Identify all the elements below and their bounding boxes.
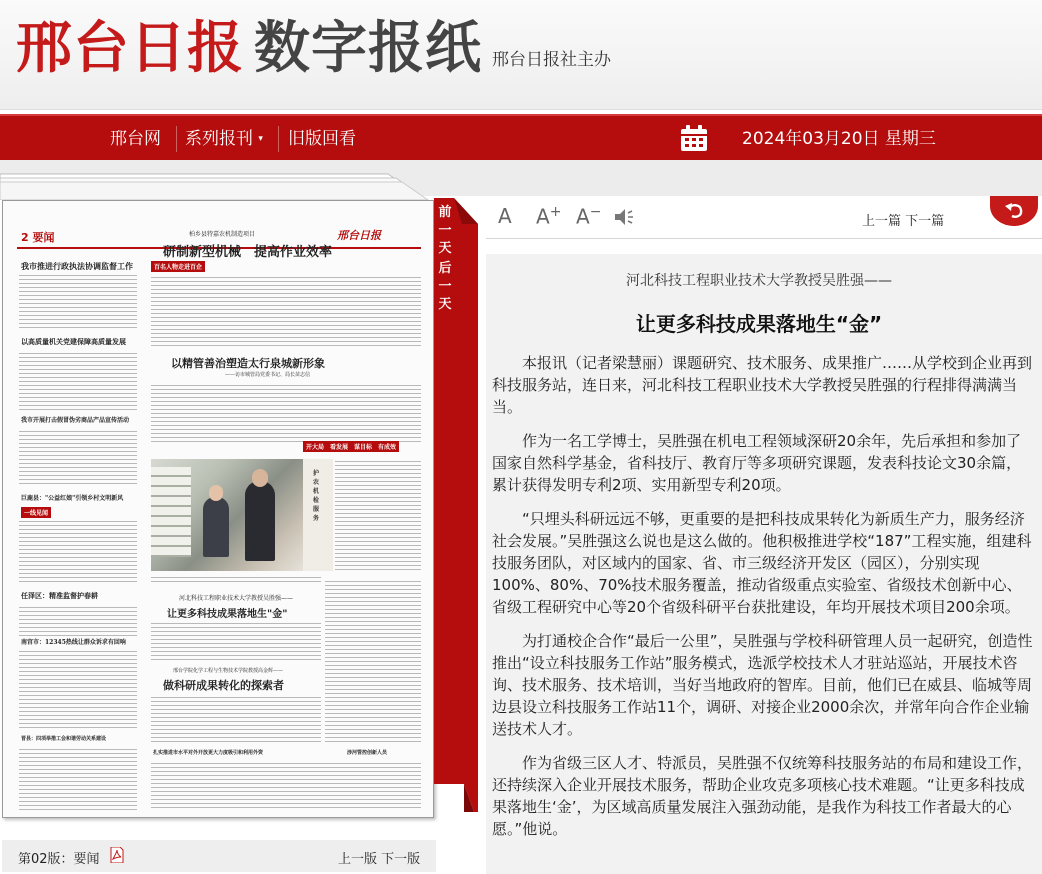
- article-pretitle: 河北科技工程职业技术大学教授吴胜强——: [626, 273, 892, 289]
- paper-headline[interactable]: 巨鹿县："公益红娘"引领乡村文明新风: [21, 495, 124, 502]
- paper-kicker: 河北科技工程职业技术大学教授吴胜强——: [179, 595, 294, 602]
- paper-text-block: [19, 351, 137, 411]
- next-day-button[interactable]: 后一天: [438, 261, 452, 312]
- paper-text-block: [325, 579, 421, 743]
- paper-headline-feature[interactable]: 让更多科技成果落地生"金": [167, 609, 288, 620]
- article-panel: [486, 254, 1042, 874]
- page-version-label: 第02版：要闻: [18, 852, 100, 867]
- article-paragraph: 为打通校企合作“最后一公里”，吴胜强与学校科研管理人员一起研究，创造性推出“设立科技服务工作站”服务模式，选派学校技术人才驻站巡站，开展技术咨询、技术服务、技术培训，当好当地政府的智库。目前，他们已在威县、临城等周边县设立科技服务工作站11个，调研、对接企业2000余次，并常年向合作企业输送技术人才。: [492, 632, 1033, 738]
- paper-headline[interactable]: 晋县：四项举措工会和谐劳动关系建设: [21, 736, 107, 742]
- newspaper-page-area: [0, 196, 436, 822]
- font-normal-label: A: [498, 204, 512, 228]
- paper-headline[interactable]: 以高质量机关党建保障高质量发展: [21, 337, 126, 346]
- article-paragraph: “只埋头科研远远不够，更重要的是把科技成果转化为新质生产力，服务经济社会发展。”吴胜强这么说也是这么做的。他积极推进学校“187”工程实施，组建科技服务团队，对区域内的国家、省、市三级经济开发区（园区），分别实现100%、80%、70%技术服务覆盖，推动省级重点实验室、省级技术创新中心、省级工程研究中心等20个省级科研平台获批建设，年均开展技术项目200余项。: [492, 510, 1032, 616]
- font-plus-label: A: [536, 204, 550, 229]
- font-size-decrease-button[interactable]: [576, 204, 601, 229]
- article-paragraph: 作为一名工学博士，吴胜强在机电工程领域深研20余年，先后承担和参加了国家自然科学基金，省科技厅、教育厅等多项研究课题，发表科技论文30余篇，累计获得发明专利2项、实用新型专利20项。: [492, 432, 1022, 494]
- nav-divider: [176, 126, 177, 152]
- paper-kicker: 邢台学院化学工程与生物技术学院教授高金辉——: [173, 668, 284, 674]
- logo-title-black[interactable]: 数字报纸: [254, 15, 482, 81]
- main-navbar: [0, 114, 1042, 160]
- paper-text-block: [151, 621, 321, 663]
- font-size-normal-button[interactable]: [498, 204, 512, 228]
- paper-headline[interactable]: 南宫市：12345热线让群众诉求有回响: [21, 639, 126, 646]
- paper-headline[interactable]: 任泽区：精准监督护春耕: [21, 591, 98, 600]
- paper-masthead: 邢台日报: [337, 229, 381, 242]
- font-size-increase-button[interactable]: [536, 204, 561, 229]
- nav-item-xingtaiwang[interactable]: 邢台网: [110, 129, 161, 149]
- font-minus-sup: −: [589, 204, 602, 220]
- prev-day-button[interactable]: 前一天: [438, 205, 452, 256]
- current-date: 2024年03月20日 星期三: [742, 129, 936, 149]
- paper-subheadline: ——访市城管局党委书记、局长苗志信: [225, 372, 311, 378]
- calendar-icon[interactable]: [680, 125, 708, 152]
- paper-kicker: 柏乡县特嘉农机制造项目: [189, 231, 256, 238]
- logo-title-red[interactable]: 邢台日报: [16, 15, 244, 81]
- page-prev-next-nav[interactable]: 上一版 下一版: [338, 852, 421, 867]
- paper-red-tag: 百名人物走进百企: [151, 261, 205, 272]
- paper-text-block: [19, 649, 137, 729]
- page-footer-bar: [2, 840, 436, 872]
- paper-text-block: [335, 459, 421, 571]
- paper-text-block: [19, 605, 137, 639]
- paper-photo-caption: 护农机检服务: [313, 470, 320, 522]
- pdf-icon[interactable]: [110, 847, 124, 863]
- article-paragraph: 本报讯（记者梁慧丽）课题研究、技术服务、成果推广……从学校到企业再到科技服务站，连日来，河北科技工程职业技术大学教授吴胜强的行程排得满满当当。: [492, 354, 1033, 416]
- nav-divider: [278, 126, 279, 152]
- paper-red-tag: 开大局 看发展 谋目标 有成效: [303, 441, 399, 452]
- paper-headline[interactable]: 涉河管控创新人员: [347, 750, 388, 756]
- speaker-icon[interactable]: [614, 208, 634, 226]
- paper-text-block: [19, 519, 137, 585]
- article-title: 让更多科技成果落地生“金”: [635, 312, 883, 336]
- paper-text-block: [151, 383, 421, 443]
- paper-headline[interactable]: 我市开展打击假冒伪劣商品产品宣传活动: [21, 417, 130, 424]
- paper-news-photo[interactable]: [151, 459, 303, 571]
- paper-text-block: [151, 761, 421, 809]
- nav-item-series-label: 系列报刊: [185, 129, 253, 149]
- paper-page-number: 2 要闻: [21, 231, 55, 244]
- newspaper-page-image[interactable]: [2, 200, 434, 818]
- paper-headline[interactable]: 做科研成果转化的探索者: [163, 679, 284, 692]
- paper-photo-caption-box: [303, 459, 333, 571]
- paper-text-block: [19, 273, 137, 331]
- font-plus-sup: +: [549, 204, 562, 220]
- site-header: [0, 0, 1042, 110]
- paper-headline[interactable]: 扎实推进市水平对外开放更大力度吸引和利用外资: [153, 750, 264, 756]
- toolbar-divider: [486, 238, 1042, 239]
- nav-item-series[interactable]: [185, 116, 263, 162]
- article-paragraph: 作为省级三区人才、特派员，吴胜强不仅统筹科技服务站的布局和建设工作，还持续深入企业开展技术服务，帮助企业攻克多项核心技术难题。“让更多科技成果落地生‘金’，为区域高质量发展注入强劲动能，是我作为科技工作者最大的心愿。”他说。: [492, 754, 1033, 838]
- article-body: [492, 352, 1034, 852]
- paper-headline[interactable]: 我市推进行政执法协调监督工作: [21, 261, 133, 271]
- article-prev-next-nav[interactable]: 上一篇 下一篇: [862, 214, 945, 229]
- logo-subtitle: 邢台日报社主办: [492, 50, 611, 70]
- nav-item-old-version[interactable]: 旧版回看: [288, 129, 356, 149]
- font-minus-label: A: [576, 204, 590, 229]
- paper-red-tag: 一线见闻: [21, 507, 51, 518]
- paper-text-block: [151, 275, 421, 349]
- paper-headline[interactable]: 以精管善治塑造太行泉城新形象: [171, 357, 325, 370]
- paper-text-block: [151, 695, 321, 743]
- paper-text-block: [151, 575, 321, 585]
- paper-text-block: [19, 429, 137, 485]
- back-icon[interactable]: [990, 196, 1038, 226]
- paper-main-headline[interactable]: 研制新型机械 提高作业效率: [163, 245, 333, 260]
- paper-text-block: [19, 747, 137, 811]
- chevron-down-icon: ▾: [258, 134, 263, 144]
